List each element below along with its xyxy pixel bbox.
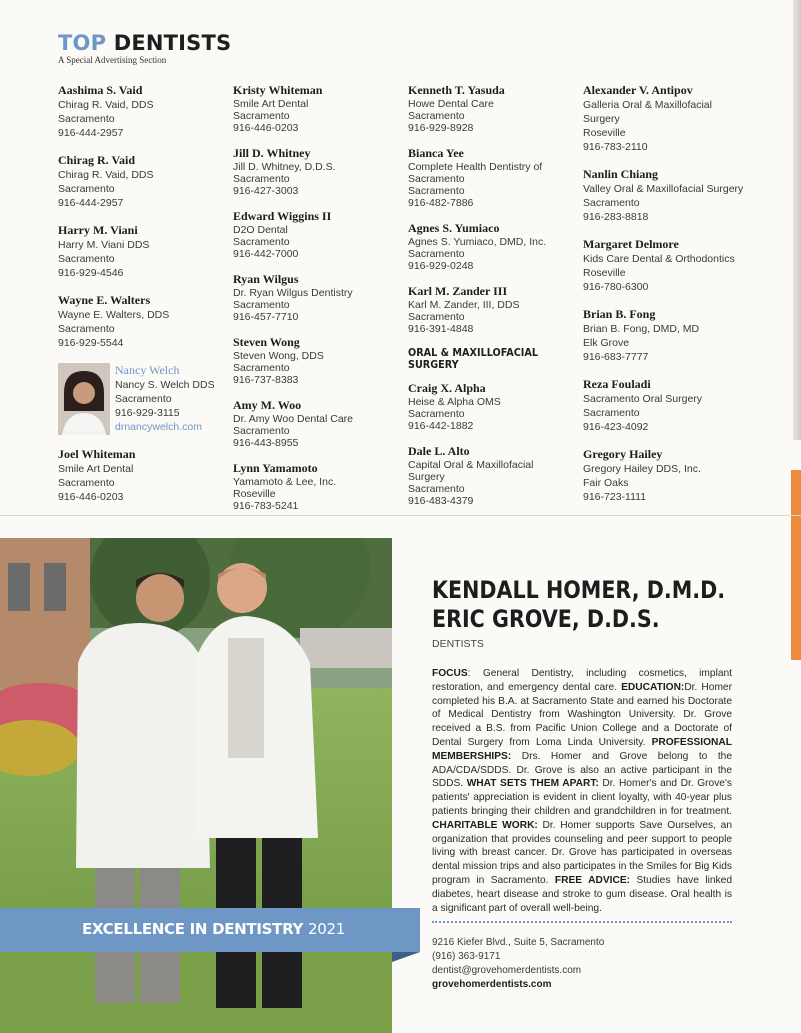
entry-detail: Brian B. Fong, DMD, MD	[583, 323, 700, 335]
entry-detail: 916-446-0203	[233, 122, 299, 134]
entry-detail: Sacramento	[408, 173, 465, 185]
entry-detail: Galleria Oral & Maxillofacial	[583, 99, 712, 111]
ribbon-title: EXCELLENCE IN DENTISTRY	[82, 920, 304, 938]
entry-detail: Smile Art Dental	[58, 463, 134, 475]
entry-detail: Sacramento	[583, 197, 640, 209]
dentist-name: Amy M. Woo	[233, 398, 302, 412]
directory-entry	[58, 223, 230, 280]
dentist-name: Harry M. Viani	[58, 223, 138, 237]
dentist-name: Margaret Delmore	[583, 237, 679, 251]
title-rest: DENTISTS	[113, 31, 232, 55]
directory-entry	[408, 146, 580, 209]
body-text: Dr. Homer supports Save Ourselves, an organization that provides counseling and peer support to people living with breast cancer. Dr. Grove has participated in overseas dental mission trips and also participates in the Smiles for Big Kids program in Sacramento.	[432, 819, 733, 886]
dentist-name: Lynn Yamamoto	[233, 461, 318, 475]
directory-entry	[233, 272, 405, 323]
entry-detail: 916-444-2957	[58, 197, 124, 209]
entry-detail: Sacramento	[115, 393, 172, 405]
body-label: FREE ADVICE:	[554, 874, 631, 886]
entry-detail: Surgery	[408, 471, 445, 483]
dentist-name: Wayne E. Walters	[58, 293, 151, 307]
entry-detail: Nancy S. Welch DDS	[115, 379, 215, 391]
entry-detail: Sacramento	[408, 248, 465, 260]
dentist-name: Nanlin Chiang	[583, 167, 659, 181]
entry-detail: Dr. Amy Woo Dental Care	[233, 413, 354, 425]
entry-detail: Sacramento	[408, 311, 465, 323]
dentist-name: Joel Whiteman	[58, 447, 136, 461]
page-subtitle: A Special Advertising Section	[58, 55, 167, 65]
directory-entry	[233, 209, 405, 260]
directory-entry	[233, 398, 405, 449]
page-edge-strip	[793, 0, 801, 440]
dentist-name: Dale L. Alto	[408, 444, 470, 458]
body-text: Dr. Homer completed his B.A. at Sacramento State and earned his Doctorate of Medical Dentistry from Washington University. Dr. Grove received a B.S. from Pacific Union College and a Doctorate of Dental Surgery from Loma Linda University.	[432, 681, 732, 748]
entry-detail: Sacramento	[58, 113, 115, 125]
section-heading: ORAL & MAXILLOFACIAL SURGERY	[408, 347, 539, 371]
entry-detail: D2O Dental	[233, 224, 288, 236]
entry-detail: 916-442-7000	[233, 248, 299, 260]
entry-detail: Fair Oaks	[583, 477, 629, 489]
dentist-name: Bianca Yee	[408, 146, 464, 160]
entry-detail: 916-929-0248	[408, 260, 474, 272]
body-label: PROFESSIONAL MEMBERSHIPS:	[432, 736, 732, 762]
directory-entry	[408, 444, 580, 507]
directory-column-2	[233, 83, 405, 524]
ribbon-label	[82, 920, 345, 938]
entry-detail: 916-423-4092	[583, 421, 649, 433]
entry-detail: Sacramento	[408, 110, 465, 122]
directory-entry	[583, 237, 783, 294]
body-text: Studies have linked diabetes, heart disease and stroke to gum disease. Oral health is a significant part of overall well-being.	[432, 874, 732, 914]
entry-detail: Howe Dental Care	[408, 98, 494, 110]
entry-detail: Sacramento	[408, 483, 465, 495]
directory-entry	[583, 83, 783, 154]
directory-entry	[408, 284, 580, 335]
profile-header	[432, 576, 732, 650]
profile-name-2: ERIC GROVE, D.D.S.	[432, 605, 660, 633]
profile-name-1: KENDALL HOMER, D.M.D.	[432, 576, 726, 604]
directory-entry	[583, 377, 783, 434]
entry-detail: Sacramento	[233, 362, 290, 374]
entry-detail: Chirag R. Vaid, DDS	[58, 99, 154, 111]
entry-detail: Agnes S. Yumiaco, DMD, Inc.	[408, 236, 547, 248]
body-text: Drs. Homer and Grove belong to the ADA/CDA/SDDS. Dr. Grove is also an active participant in the SDDS.	[432, 750, 732, 790]
directory-entry	[583, 447, 783, 504]
entry-detail: Roseville	[583, 127, 626, 139]
entry-detail: Jill D. Whitney, D.D.S.	[233, 161, 336, 173]
entry-detail: Sacramento	[233, 173, 290, 185]
entry-detail: 916-457-7710	[233, 311, 299, 323]
ribbon-year: 2021	[308, 920, 345, 938]
entry-detail: Chirag R. Vaid, DDS	[58, 169, 154, 181]
dentist-name: Ryan Wilgus	[233, 272, 299, 286]
featured-portrait	[58, 363, 110, 435]
page-title	[58, 30, 231, 56]
dentist-name: Chirag R. Vaid	[58, 153, 136, 167]
entry-detail: Steven Wong, DDS	[233, 350, 324, 362]
entry-detail: Kids Care Dental & Orthodontics	[583, 253, 735, 265]
featured-entry	[58, 363, 230, 435]
entry-detail: Surgery	[583, 113, 620, 125]
dentist-name: Kristy Whiteman	[233, 83, 323, 97]
email-link[interactable]: dentist@grovehomerdentists.com	[432, 965, 582, 976]
directory-entry	[233, 83, 405, 134]
dentist-name: Jill D. Whitney	[233, 146, 311, 160]
entry-detail: Dr. Ryan Wilgus Dentistry	[233, 287, 353, 299]
body-text: Dr. Homer's and Dr. Grove's patients' appreciation is evident in client loyalty, with 40-year plus patients bringing their children and grandchildren in for treatment.	[432, 778, 732, 817]
directory-entry	[58, 447, 230, 504]
entry-detail: Gregory Hailey DDS, Inc.	[583, 463, 701, 475]
dentist-name: Brian B. Fong	[583, 307, 656, 321]
entry-detail: Karl M. Zander, III, DDS	[408, 299, 520, 311]
address-text: 9216 Kiefer Blvd., Suite 5, Sacramento	[432, 937, 605, 948]
dentist-name: Aashima S. Vaid	[58, 83, 143, 97]
directory-entry	[583, 167, 783, 224]
entry-detail: Harry M. Viani DDS	[58, 239, 150, 251]
dentist-name: Kenneth T. Yasuda	[408, 83, 505, 97]
doctors-photo	[0, 538, 392, 1033]
entry-detail: 916-482-7886	[408, 197, 474, 209]
dentist-name: Karl M. Zander III	[408, 284, 508, 298]
entry-detail: 916-391-4848	[408, 323, 474, 335]
dentist-name: Agnes S. Yumiaco	[408, 221, 500, 235]
body-label: EDUCATION:	[621, 681, 685, 693]
featured-info	[115, 363, 215, 434]
entry-detail: 916-783-2110	[583, 141, 648, 153]
entry-detail: Sacramento Oral Surgery	[583, 393, 703, 405]
entry-detail: 916-783-5241	[233, 500, 299, 512]
section-divider	[0, 515, 801, 516]
entry-detail: Smile Art Dental	[233, 98, 309, 110]
entry-detail: 916-483-4379	[408, 495, 474, 507]
entry-detail: Sacramento	[233, 299, 290, 311]
entry-detail: Sacramento	[233, 236, 290, 248]
entry-detail: Roseville	[233, 488, 276, 500]
entry-detail: Sacramento	[233, 110, 290, 122]
entry-detail: Roseville	[583, 267, 626, 279]
directory-entry	[408, 83, 580, 134]
entry-detail: Wayne E. Walters, DDS	[58, 309, 170, 321]
directory-entry	[233, 335, 405, 386]
entry-detail: Valley Oral & Maxillofacial Surgery	[583, 183, 744, 195]
entry-detail: 916-442-1882	[408, 420, 474, 432]
directory-entry	[58, 293, 230, 350]
body-label: CHARITABLE WORK:	[432, 819, 538, 831]
entry-detail: Sacramento	[58, 183, 115, 195]
entry-detail: Sacramento	[408, 408, 465, 420]
ribbon-fold	[392, 952, 420, 962]
directory-column-3	[408, 83, 580, 519]
dotted-divider	[432, 921, 732, 923]
directory-entry	[583, 307, 783, 364]
profile-role: DENTISTS	[432, 638, 484, 650]
dentist-name: Edward Wiggins II	[233, 209, 332, 223]
profile-body	[432, 667, 732, 915]
featured-website[interactable]: drnancywelch.com	[115, 421, 202, 433]
entry-detail: 916-929-3115	[115, 407, 180, 419]
featured-name: Nancy Welch	[115, 363, 180, 377]
directory-column-1	[58, 83, 230, 517]
directory-entry	[58, 153, 230, 210]
body-label: FOCUS	[432, 668, 468, 679]
dentist-name: Reza Fouladi	[583, 377, 651, 391]
entry-detail: 916-929-8928	[408, 122, 474, 134]
entry-detail: Capital Oral & Maxillofacial	[408, 459, 534, 471]
entry-detail: Sacramento	[58, 323, 115, 335]
dentist-name: Craig X. Alpha	[408, 381, 486, 395]
entry-detail: 916-723-1111	[583, 491, 647, 503]
entry-detail: Complete Health Dentistry of	[408, 161, 543, 173]
entry-detail: Elk Grove	[583, 337, 630, 349]
directory-entry	[233, 146, 405, 197]
page-edge-tab	[791, 470, 801, 660]
directory-entry	[408, 381, 580, 432]
dentist-name: Alexander V. Antipov	[583, 83, 693, 97]
entry-detail: 916-446-0203	[58, 491, 124, 503]
entry-detail: 916-929-5544	[58, 337, 124, 349]
entry-detail: Sacramento	[583, 407, 640, 419]
phone-text: (916) 363-9171	[432, 951, 501, 962]
entry-detail: 916-443-8955	[233, 437, 299, 449]
entry-detail: 916-283-8818	[583, 211, 649, 223]
dentist-name: Gregory Hailey	[583, 447, 663, 461]
title-top: TOP	[58, 31, 107, 55]
section-header	[58, 30, 231, 65]
entry-detail: 916-683-7777	[583, 351, 649, 363]
directory-column-4	[583, 83, 783, 517]
entry-detail: Heise & Alpha OMS	[408, 396, 501, 408]
directory-entry	[233, 461, 405, 512]
entry-detail: 916-780-6300	[583, 281, 649, 293]
contact-block	[432, 936, 604, 992]
website-link[interactable]: grovehomerdentists.com	[432, 979, 552, 990]
entry-detail: Sacramento	[58, 253, 115, 265]
entry-detail: 916-427-3003	[233, 185, 299, 197]
directory-entry	[58, 83, 230, 140]
directory-entry	[408, 221, 580, 272]
entry-detail: 916-929-4546	[58, 267, 124, 279]
entry-detail: Yamamoto & Lee, Inc.	[233, 476, 337, 488]
entry-detail: Sacramento	[58, 477, 115, 489]
entry-detail: 916-737-8383	[233, 374, 299, 386]
body-label: WHAT SETS THEM APART:	[466, 778, 599, 790]
entry-detail: 916-444-2957	[58, 127, 124, 139]
body-text: : General Dentistry, including cosmetics, implant restoration, and emergency dental care.	[432, 668, 732, 693]
entry-detail: Sacramento	[233, 425, 290, 437]
dentist-name: Steven Wong	[233, 335, 300, 349]
entry-detail: Sacramento	[408, 185, 465, 197]
